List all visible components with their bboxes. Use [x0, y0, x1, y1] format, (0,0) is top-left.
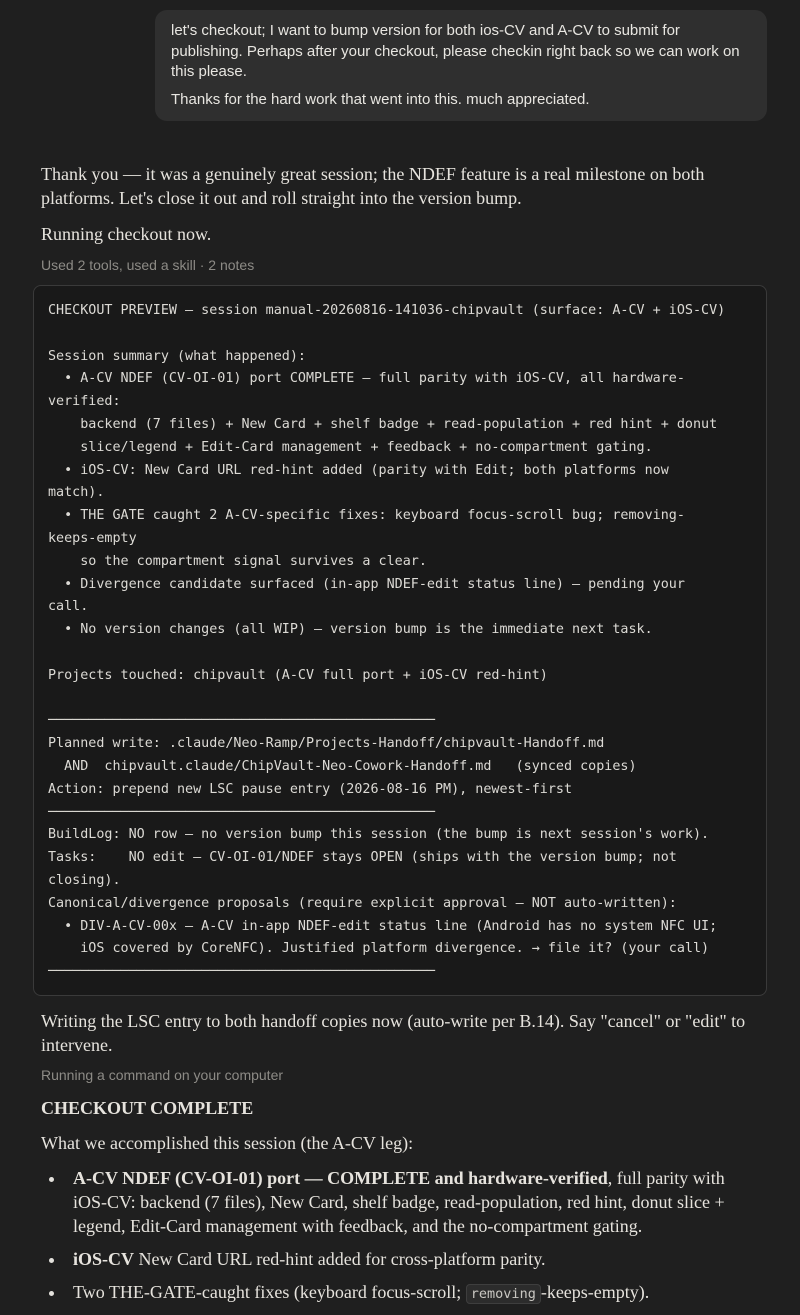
checkout-preview-code-block	[33, 285, 767, 996]
assistant-running-text: Running checkout now.	[41, 224, 212, 244]
checkout-complete-heading: CHECKOUT COMPLETE	[41, 1098, 254, 1118]
list-item-text: New Card URL red-hint added for cross-platform parity.	[134, 1249, 546, 1269]
user-message-paragraph: Thanks for the hard work that went into this. much appreciated.	[171, 90, 590, 108]
list-item-text: Two THE-GATE-caught fixes (keyboard focus-scroll;	[73, 1282, 466, 1302]
running-command-status[interactable]: Running a command on your computer	[41, 1067, 284, 1083]
list-item-bold: A-CV NDEF (CV-OI-01) port — COMPLETE and hardware-verified	[73, 1168, 608, 1188]
accomplished-intro: What we accomplished this session (the A-CV leg):	[41, 1133, 414, 1153]
accomplishments-list	[41, 1166, 761, 1315]
bullet-icon	[49, 1291, 54, 1296]
bullet-icon	[49, 1177, 54, 1182]
list-item-text: , full parity with iOS-CV: backend (7 files), New Card, shelf badge, read-population, red hint, donut slice + legend, Edit-Card management with feedback, and the no-compartment gating.	[73, 1168, 725, 1236]
list-item	[41, 1280, 761, 1306]
assistant-writing-text: Writing the LSC entry to both handoff copies now (auto-write per B.14). Say "cancel" or "edit" to intervene.	[41, 1011, 746, 1055]
bullet-icon	[49, 1258, 54, 1263]
user-message-bubble	[155, 10, 767, 121]
list-item-text: -keeps-empty).	[540, 1282, 650, 1302]
inline-code: removing	[466, 1284, 541, 1304]
code-content: CHECKOUT PREVIEW — session manual-20260816-141036-chipvault (surface: A-CV + iOS-CV) Session summary (what happened): • A-CV NDEF (CV-OI-01) port COMPLETE — full parity with iOS-CV, all hardware- verified: backend (7 files) + New Card + shelf badge + read-population + red hint + donut slice/legend + Edit-Card management + feedback + no-compartment gating. • iOS-CV: New Card URL red-hint added (parity with Edit; both platforms now match). • THE GATE caught 2 A-CV-specific fixes: keyboard focus-scroll bug; removing- keeps-empty so the compartment signal survives a clear. • Divergence candidate surfaced (in-app NDEF-edit status line) — pending your call. • No version changes (all WIP) — version bump is the immediate next task. Projects touched: chipvault (A-CV full port + iOS-CV red-hint) ──────────────────────────────────────────────── Planned write: .claude/Neo-Ramp/Projects-Handoff/chipvault-Handoff.md AND chipvault.claude/ChipVault-Neo-Cowork-Handoff.md (synced copies) Action: prepend new LSC pause entry (2026-08-16 PM), newest-first ──────────────────────────────────────────────── BuildLog: NO row — no version bump this session (the bump is next session's work). Tasks: NO edit — CV-OI-01/NDEF stays OPEN (ships with the version bump; not closing). Canonical/divergence proposals (require explicit approval — NOT auto-written): • DIV-A-CV-00x — A-CV in-app NDEF-edit status line (Android has no system NFC UI; iOS covered by CoreNFC). Justified platform divergence. → file it? (your call) ────────────────────────────────────────────────	[48, 303, 726, 980]
list-item-bold: iOS-CV	[73, 1249, 135, 1269]
list-item	[41, 1247, 761, 1271]
tools-summary-toggle[interactable]: Used 2 tools, used a skill · 2 notes	[41, 257, 255, 273]
assistant-intro: Thank you — it was a genuinely great session; the NDEF feature is a real milestone on both platforms. Let's close it out and roll straight into the version bump.	[41, 164, 705, 208]
list-item	[41, 1166, 761, 1238]
user-message-paragraph: let's checkout; I want to bump version for both ios-CV and A-CV to submit for publishing. Perhaps after your checkout, please checkin right back so we can work on this please.	[171, 22, 740, 80]
